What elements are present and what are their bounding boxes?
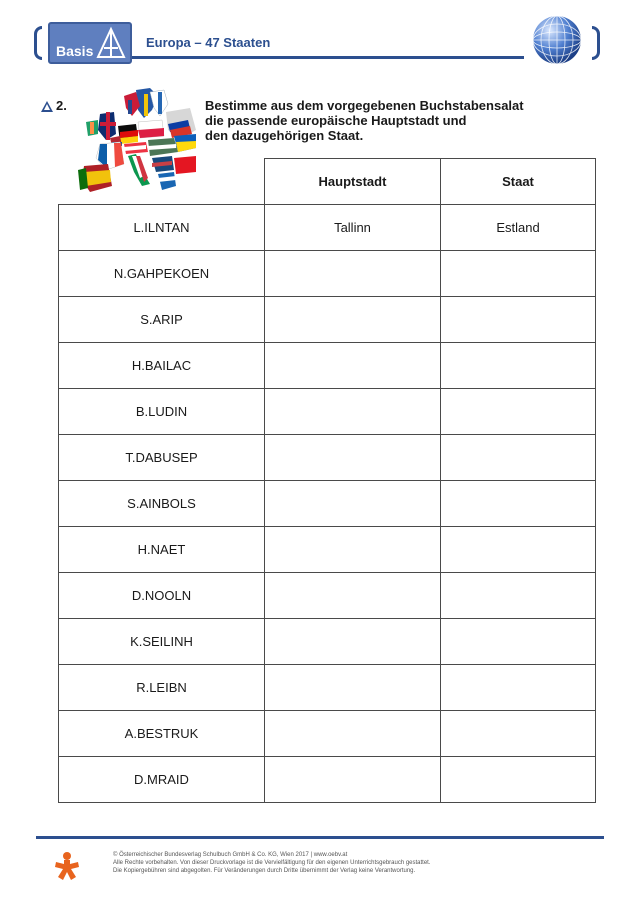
scrambled-word-cell: H.BAILAC [59, 343, 265, 389]
capital-answer-cell[interactable] [265, 757, 441, 803]
scrambled-word-cell: B.LUDIN [59, 389, 265, 435]
capital-answer-cell[interactable] [265, 665, 441, 711]
scrambled-word-cell: N.GAHPEKOEN [59, 251, 265, 297]
table-row [59, 481, 596, 527]
capitals-table [58, 158, 596, 803]
oebv-logo [54, 851, 80, 881]
table-row [59, 757, 596, 803]
country-answer-cell[interactable] [441, 251, 596, 297]
country-answer-cell[interactable] [441, 757, 596, 803]
country-answer-cell[interactable] [441, 527, 596, 573]
scrambled-word-cell: D.MRAID [59, 757, 265, 803]
basis-triangle-icon [96, 26, 126, 60]
capital-answer-cell[interactable] [265, 251, 441, 297]
header-country: Staat [441, 159, 596, 205]
country-answer-cell[interactable] [441, 619, 596, 665]
capital-answer-cell[interactable] [265, 619, 441, 665]
scrambled-word-cell: K.SEILINH [59, 619, 265, 665]
table-row [59, 711, 596, 757]
page-title: Europa – 47 Staaten [146, 35, 271, 50]
country-answer-cell[interactable] [441, 711, 596, 757]
country-answer-cell[interactable] [441, 573, 596, 619]
capital-answer-cell[interactable] [265, 343, 441, 389]
country-answer-cell[interactable] [441, 297, 596, 343]
capital-answer-cell[interactable] [265, 527, 441, 573]
table-header-row [59, 159, 596, 205]
country-answer-cell[interactable]: Estland [441, 205, 596, 251]
footer-line-1: © Österreichischer Bundesverlag Schulbuch GmbH & Co. KG, Wien 2017 | www.oebv.at [113, 852, 348, 858]
footer-line-3: Die Kopiergebühren sind abgegolten. Für Veränderungen durch Dritte übernimmt der Verlag keine Verantwortung. [113, 868, 416, 874]
capital-answer-cell[interactable]: Tallinn [265, 205, 441, 251]
header-bracket-right [592, 26, 600, 60]
task-number: 2. [56, 98, 67, 113]
table-row [59, 343, 596, 389]
scrambled-word-cell: R.LEIBN [59, 665, 265, 711]
basis-label: Basis [56, 43, 94, 59]
country-answer-cell[interactable] [441, 665, 596, 711]
capital-answer-cell[interactable] [265, 711, 441, 757]
capital-answer-cell[interactable] [265, 297, 441, 343]
scrambled-word-cell: S.ARIP [59, 297, 265, 343]
task-line-1: Bestimme aus dem vorgegebenen Buchstabensalat [205, 98, 524, 113]
task-line-3: den dazugehörigen Staat. [205, 128, 364, 143]
table-row [59, 297, 596, 343]
basis-badge [48, 22, 132, 64]
table-row [59, 527, 596, 573]
table-row [59, 389, 596, 435]
table-row [59, 573, 596, 619]
scrambled-word-cell: D.NOOLN [59, 573, 265, 619]
country-answer-cell[interactable] [441, 481, 596, 527]
globe-icon [531, 14, 583, 66]
table-row [59, 251, 596, 297]
footer-line-2: Alle Rechte vorbehalten. Von dieser Druckvorlage ist die Vervielfältigung für den eigenen Unterrichtsgebrauch gestattet. [113, 860, 431, 866]
header-empty-cell [59, 159, 265, 205]
scrambled-word-cell: H.NAET [59, 527, 265, 573]
task-instruction [205, 98, 585, 143]
difficulty-triangle-icon [40, 100, 54, 113]
table-row [59, 665, 596, 711]
country-answer-cell[interactable] [441, 343, 596, 389]
footer-rule [36, 836, 604, 839]
footer-copyright [113, 851, 593, 875]
capital-answer-cell[interactable] [265, 481, 441, 527]
scrambled-word-cell: T.DABUSEP [59, 435, 265, 481]
header-bracket-left [34, 26, 42, 60]
capital-answer-cell[interactable] [265, 389, 441, 435]
capital-answer-cell[interactable] [265, 435, 441, 481]
scrambled-word-cell: S.AINBOLS [59, 481, 265, 527]
table-row [59, 205, 596, 251]
header-capital: Hauptstadt [265, 159, 441, 205]
capital-answer-cell[interactable] [265, 573, 441, 619]
scrambled-word-cell: L.ILNTAN [59, 205, 265, 251]
task-line-2: die passende europäische Hauptstadt und [205, 113, 467, 128]
table-row [59, 435, 596, 481]
scrambled-word-cell: A.BESTRUK [59, 711, 265, 757]
country-answer-cell[interactable] [441, 389, 596, 435]
header-rule [132, 56, 524, 59]
country-answer-cell[interactable] [441, 435, 596, 481]
table-row [59, 619, 596, 665]
